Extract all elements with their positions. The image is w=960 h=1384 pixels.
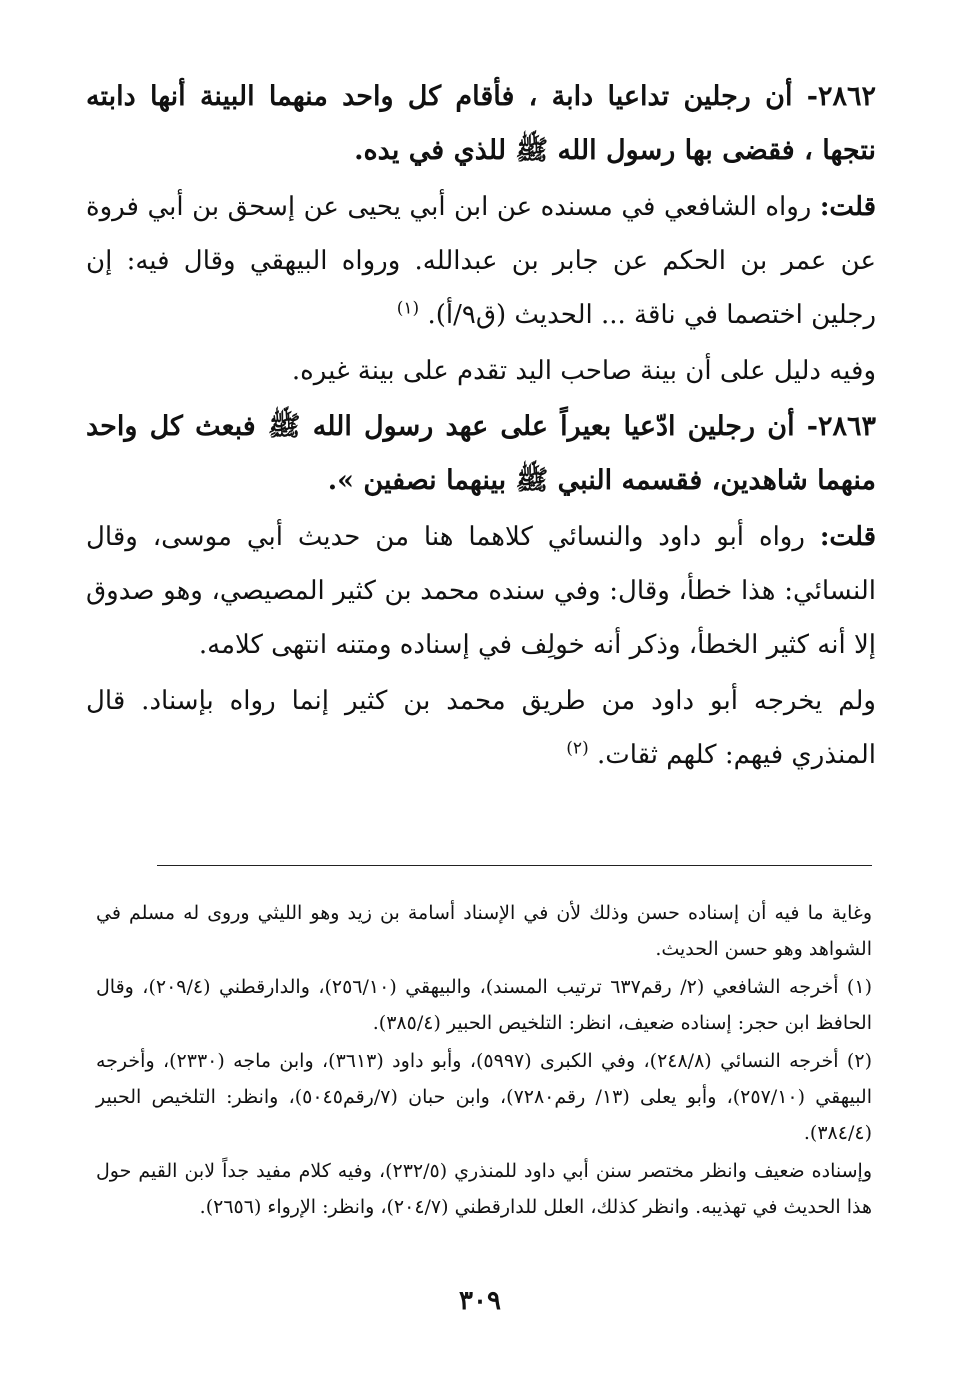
- footnote-3: وإسناده ضعيف وانظر مختصر سنن أبي داود للمنذري (٢٣٢/٥)، وفيه كلام مفيد جداً لابن القيم حول هذا الحديث في تهذيبه. وانظر كذلك، العلل للدارقطني (٢٠٤/٧)، وانظر: الإرواء (٢٦٥٦).: [96, 1160, 872, 1218]
- comment-paragraph-4: [86, 674, 876, 782]
- comment-paragraph-3: [86, 510, 876, 672]
- comment-body: ولم يخرجه أبو داود من طريق محمد بن كثير إنما رواه بإسناد. قال المنذري فيهم: كلهم ثقات.: [86, 686, 876, 770]
- hadith-2862: ٢٨٦٢- أن رجلين تداعيا دابة ، فأقام كل واحد منهما البينة أنها دابته نتجها ، فقضى بها رسول الله ﷺ للذي في يده.: [86, 81, 876, 166]
- comment-body: رواه الشافعي في مسنده عن ابن أبي يحيى عن إسحق بن أبي فروة عن عمر بن الحكم عن جابر بن عبدالله. ورواه البيهقي وقال فيه: إن رجلين اختصما في ناقة ... الحديث (ق٩/أ).: [86, 192, 876, 330]
- comment-body: رواه أبو داود والنسائي كلاهما هنا من حديث أبي موسى، وقال النسائي: هذا خطأ، وقال: وفي سنده محمد بن كثير المصيصي، وهو صدوق إلا أنه كثير الخطأ، وذكر أنه خولِف في إسناده ومتنه انتهى كلامه.: [86, 522, 876, 660]
- footnote-divider: [157, 865, 872, 866]
- page-number: ٣٠٩: [459, 1286, 501, 1316]
- footnote-ref-1: (١): [396, 298, 420, 319]
- footnotes: [96, 895, 872, 1227]
- footnote-continuation: وغاية ما فيه أن إسناده حسن وذلك لأن في الإسناد أسامة بن زيد وهو الليثي وروى له مسلم في الشواهد وهو حسن الحديث.: [96, 902, 872, 960]
- comment-paragraph-1: [86, 180, 876, 342]
- footnote-2: (٢) أخرجه النسائي (٢٤٨/٨)، وفي الكبرى (٥٩٩٧)، وأبو داود (٣٦١٣)، وابن ماجه (٢٣٣٠)، وأخرجه البيهقي (٢٥٧/١٠)، وأبو يعلى (١٣/ رقم٧٢٨٠)، وابن حبان (٧/رقم٥٠٤٥)، وانظر: التلخيص الحبير (٣٨٤/٤).: [96, 1050, 872, 1144]
- comment-lead: قلت:: [819, 522, 876, 552]
- comment-paragraph-2: وفيه دليل على أن بينة صاحب اليد تقدم على بينة غيره.: [291, 356, 876, 386]
- footnote-ref-2: (٢): [566, 738, 589, 759]
- footnote-1: (١) أخرجه الشافعي (٢/ رقم٦٣٧ ترتيب المسند)، والبيهقي (٢٥٦/١٠)، والدارقطني (٢٠٩/٤)، وقال الحافظ ابن حجر: إسناده ضعيف، انظر: التلخيص الحبير (٣٨٥/٤).: [96, 976, 872, 1034]
- comment-lead: قلت:: [819, 192, 876, 222]
- main-text: [86, 70, 876, 784]
- hadith-2863: ٢٨٦٣- أن رجلين ادّعيا بعيراً على عهد رسول الله ﷺ فبعث كل واحد منهما شاهدين، فقسمه النبي ﷺ بينهما نصفين ».: [86, 411, 876, 496]
